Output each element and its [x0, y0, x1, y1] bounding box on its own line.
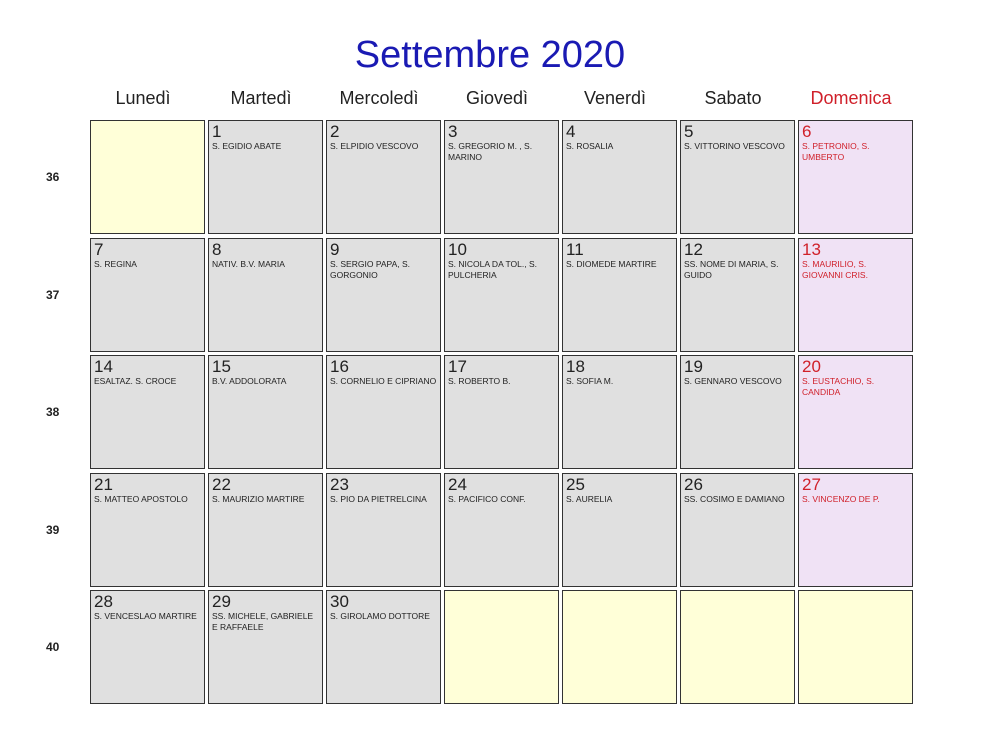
day-number: 28	[94, 592, 113, 611]
day-number: 1	[212, 122, 222, 141]
saint-name: B.V. ADDOLORATA	[212, 376, 287, 386]
day-number: 22	[212, 474, 231, 494]
day-cell	[90, 355, 205, 469]
saint-name: S. GREGORIO M. , S. MARINO	[448, 141, 533, 162]
day-cell	[680, 238, 795, 352]
day-number: 9	[330, 239, 340, 259]
saint-name: S. VINCENZO DE P.	[802, 493, 880, 504]
saint-name: ESALTAZ. S. CROCE	[94, 376, 177, 386]
saint-name: S. ELPIDIO VESCOVO	[330, 141, 419, 151]
day-number: 2	[330, 122, 340, 141]
saint-name: S. PACIFICO CONF.	[448, 493, 526, 504]
empty-day-cell	[562, 590, 677, 704]
saint-name: S. GENNARO VESCOVO	[684, 376, 782, 386]
weekday-friday: Venerdì	[583, 88, 647, 108]
day-number: 25	[566, 474, 585, 494]
day-number: 23	[330, 474, 349, 494]
day-number: 26	[684, 474, 703, 494]
day-number: 16	[330, 357, 349, 376]
week-number: 37	[46, 287, 60, 302]
week-number: 36	[46, 170, 60, 184]
saint-name: S. MATTEO APOSTOLO	[94, 493, 188, 504]
day-cell	[562, 473, 677, 587]
day-number: 27	[802, 474, 821, 494]
saint-name: S. CORNELIO E CIPRIANO	[330, 376, 437, 386]
saint-name: S. DIOMEDE MARTIRE	[566, 258, 657, 269]
empty-day-cell	[798, 590, 913, 704]
day-number: 12	[684, 239, 703, 259]
saint-name: S. MAURIZIO MARTIRE	[212, 493, 305, 504]
saint-name: S. SERGIO PAPA, S. GORGONIO	[330, 258, 410, 280]
day-number: 4	[566, 122, 576, 141]
day-number: 6	[802, 122, 812, 141]
day-cell	[562, 355, 677, 469]
day-cell	[562, 120, 677, 234]
day-number: 24	[448, 474, 467, 494]
weekday-tuesday: Martedì	[230, 88, 292, 108]
day-number: 17	[448, 357, 467, 376]
weekday-thursday: Giovedì	[465, 88, 529, 108]
saint-name: S. GIROLAMO DOTTORE	[330, 611, 430, 621]
day-cell	[798, 238, 913, 352]
weekday-sunday: Domenica	[810, 88, 892, 108]
saint-name: S. ROSALIA	[566, 141, 614, 151]
saint-name: S. ROBERTO B.	[448, 376, 511, 386]
day-number: 30	[330, 592, 349, 611]
day-number: 14	[94, 357, 113, 376]
weekday-wednesday: Mercoledì	[339, 88, 419, 108]
day-cell	[444, 120, 559, 234]
day-cell	[680, 355, 795, 469]
week-number: 40	[46, 640, 60, 654]
day-number: 19	[684, 357, 703, 376]
empty-day-cell	[680, 590, 795, 704]
empty-day-cell	[444, 590, 559, 704]
day-number: 3	[448, 122, 458, 141]
day-cell	[798, 120, 913, 234]
day-number: 7	[94, 239, 104, 259]
day-cell	[326, 120, 441, 234]
day-cell	[798, 355, 913, 469]
saint-name: S. AURELIA	[566, 493, 613, 504]
saint-name: NATIV. B.V. MARIA	[212, 258, 285, 269]
weekday-monday: Lunedì	[115, 88, 171, 108]
saint-name: S. VENCESLAO MARTIRE	[94, 611, 197, 621]
day-cell	[680, 473, 795, 587]
day-number: 18	[566, 357, 585, 376]
page-title: Settembre 2020	[354, 34, 626, 76]
day-cell	[444, 355, 559, 469]
day-cell	[326, 473, 441, 587]
day-number: 10	[448, 239, 467, 259]
saint-name: SS. COSIMO E DAMIANO	[684, 493, 785, 504]
day-cell	[90, 238, 205, 352]
day-cell	[208, 590, 323, 704]
saint-name: S. PIO DA PIETRELCINA	[330, 493, 427, 504]
saint-name: S. EUSTACHIO, S. CANDIDA	[802, 376, 875, 397]
day-cell	[90, 590, 205, 704]
day-cell	[562, 238, 677, 352]
empty-day-cell	[90, 120, 205, 234]
day-cell	[326, 590, 441, 704]
day-cell	[444, 473, 559, 587]
day-cell	[208, 120, 323, 234]
day-cell	[326, 355, 441, 469]
saint-name: S. EGIDIO ABATE	[212, 141, 282, 151]
day-number: 29	[212, 592, 231, 611]
day-number: 11	[566, 239, 584, 259]
saint-name: S. REGINA	[94, 258, 137, 269]
day-cell	[444, 238, 559, 352]
saint-name: S. SOFIA M.	[566, 376, 614, 386]
day-number: 20	[802, 357, 821, 376]
day-cell	[208, 473, 323, 587]
saint-name: S. PETRONIO, S. UMBERTO	[802, 141, 870, 162]
day-number: 15	[212, 357, 231, 376]
day-cell	[208, 238, 323, 352]
day-cell	[90, 473, 205, 587]
weekday-saturday: Sabato	[704, 88, 762, 108]
week-number: 38	[46, 405, 60, 419]
saint-name: SS. NOME DI MARIA, S. GUIDO	[684, 258, 779, 280]
saint-name: S. VITTORINO VESCOVO	[684, 141, 785, 151]
week-number: 39	[46, 522, 60, 537]
day-number: 5	[684, 122, 694, 141]
saint-name: SS. MICHELE, GABRIELE E RAFFAELE	[212, 611, 314, 632]
day-number: 21	[94, 474, 113, 494]
day-cell	[798, 473, 913, 587]
day-cell	[208, 355, 323, 469]
day-number: 8	[212, 239, 222, 259]
saint-name: S. MAURILIO, S. GIOVANNI CRIS.	[802, 258, 868, 280]
day-number: 13	[802, 239, 821, 259]
saint-name: S. NICOLA DA TOL., S. PULCHERIA	[448, 258, 537, 280]
day-cell	[680, 120, 795, 234]
day-cell	[326, 238, 441, 352]
